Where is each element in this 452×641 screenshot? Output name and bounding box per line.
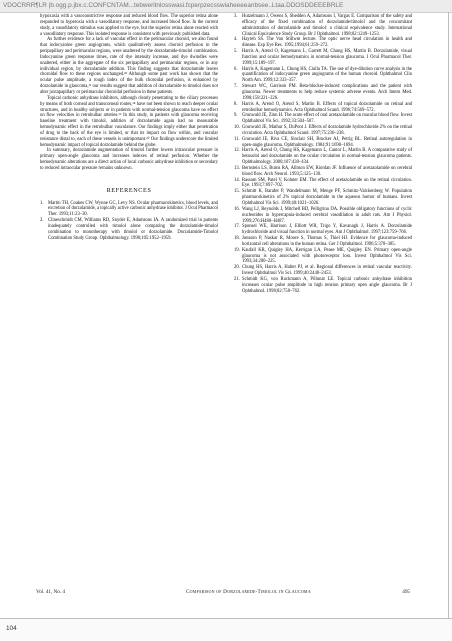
reference-item — [234, 178, 412, 190]
page-footer — [36, 589, 410, 597]
reference-text: Clineschmidt CM, Williams RD, Snyder E, Adamsons IA. A randomized trial in patients inadequately controlled with timolol alone comparing the dorzolamide-timolol combination to monotherapy with timolol or dorzolamide. Dorzolamide-Timolol Combination Study Group. Ophthalmology. 1998;105:1952–1959. — [48, 218, 218, 241]
document-page — [4, 12, 449, 618]
reference-number: 1. — [40, 200, 44, 206]
viewer-header-text: VDOCRRR¶LR |b.ogg.p.jbx.c.CONFCNTAM...tebweritnlosswasi.fcperpzecsswiaheeeeanbsee..Ltaa.DDOSDDEEEBRLE — [3, 2, 344, 9]
reference-text: Harris A, Arend O, Arend S, Martin B. Effects of topical dorzolamide on retinal and retrobulbar hemodynamics. Acta Ophthalmol Scand. 1996;74:569–572. — [242, 101, 412, 113]
reference-text: Hutzelmann J, Owens S, Shedden A, Adamsons I, Vargas E. Comparison of the safety and efficacy of the fixed combination of dorzolamide/timolol and the concomitant administration of dorzolamide and timolol: a clinical equivalence study. International Clinical Equivalence Study Group. Br J Ophthalmol. 1998;82:1249–1253. — [242, 14, 412, 37]
reference-number: 18. — [234, 236, 240, 242]
reference-text: Schmidt KG, von Ruckmann A, Pillunat LE. Topical carbonic anhydrase inhibition increases ocular pulse amplitude in high tension primary open angle glaucoma. Br J Ophthalmol. 1998;82:758–762. — [242, 276, 412, 294]
reference-item — [234, 102, 412, 114]
reference-item — [234, 224, 412, 236]
reference-text: Schmitt K, Barafer P, Wandelmann M, Menge PF, Schmitz-Valckenberg W. Population pharmacokinetics of 2% topical dorzolamide in the aqueous humor of humans. Invest Ophthalmol Vis Sci. 1999;40:1021–1026. — [242, 189, 412, 206]
reference-number: 11. — [234, 136, 240, 142]
body-paragraph: As further evidence for a lack of vascular effect in the perimacular choroid, we also found that indocyanine green angiograms, which qualitatively assess choroid perfusion in the peripapillary and perimacular regions, were unaltered by the dorzolamide-timolol combination. Indocyanine green response times, rate of dye intensity increase, and dye dwindles were unaltered, either in the aggregate of the six peripapillary and perimacular regions, or in any individual region, by dorzolamide addition. This finding suggests that dorzolamide leaves choroidal flow to these regions unchanged.³³ Although some past work has shown that the ocular pulse amplitude, a rough index of the bulk choroidal perfusion, is enhanced by dorzolamide in glaucoma,¹¹ our results suggest that addition of dorzolamide to timolol does not alter juxtapapillary or perimacular choroidal perfusion in these patients. — [40, 37, 218, 95]
reference-text: Stewart WC, Garrison PM. Beta-blocker-induced complications and the patient with glaucoma. Newer treatments to help reduce systemic adverse events. Arch Intern Med. 1998;158:221–226. — [242, 84, 412, 101]
body-paragraph: Topical carbonic anhydrase inhibitors, although clearly penetrating to the ciliary processes by means of both corneal and transcorneal routes,¹⁸ have not been shown to reach deeper ocular structures, and in healthy subjects or in patients with normal-tension glaucoma have no effect on flow velocities in retrobulbar arteries.¹⁹ In this study, in patients with glaucoma receiving baseline treatment with timolol, addition of dorzolamide again had no measurable hemodynamic effect in the retrobulbar vasculature. Our findings imply either that penetration of drug to the back of the eye is limited, or that its impact on flow within, and vascular resistance distal to, each of these vessels is unimportant.²⁰ Our findings underscore the limited hemodynamic impact of topical dorzolamide behind the globe. — [40, 95, 218, 148]
reference-text: Harris A, Kagemann L, Chung HS, Ciulla TA. The use of dye-dilution curve analysis in the quantification of indocyanine green angiograms of the human choroid. Ophthalmol Clin North Am. 1999;12:333–357. — [242, 66, 412, 84]
reference-number: 4. — [234, 37, 238, 43]
body-paragraph: hypoxaxia with a vasoconstrictive response and reduced blood flow. The superior retina alone responded to hyperoxia with a vasodilatory response, and increased blood flow. In the current study, a vasodilatory stimulus was applied to the eye, but the superior retina alone reacted with a vasodilatory response. This isolated response is consistent with previously published data. — [40, 14, 218, 37]
reference-item — [234, 265, 412, 277]
footer-volume: Vol. 41, No. 4 — [36, 589, 66, 595]
reference-text: Grunwald JE, Mathur S, DuPont J. Effects of dorzolamide hydrochloride 2% on the retinal circulation. Acta Ophthalmol Scand. 1997;75:236–238. — [242, 125, 412, 136]
reference-item — [234, 137, 412, 149]
reference-text: Harris A, Arend O, Chung HS, Kagemann L, Cantor L, Martin B. A comparative study of betaxolol and dorzolamide on the ocular circulation in normal-tension glaucoma patients. Ophthalmology. 2000;107:430–434. — [242, 148, 412, 166]
reference-text: Wang LJ, Reynolds J, Mitchell BD, Pelligrino DA. Possible obligatory functions of cyclic nucleotides in hypercapnia-induced cerebral vasodilation in adult rats. Am J Physiol. 1999;276:H480–H487. — [242, 206, 412, 224]
reference-number: 8. — [234, 101, 238, 107]
reference-number: 14. — [234, 177, 240, 183]
reference-item — [234, 14, 412, 37]
reference-number: 12. — [234, 148, 240, 154]
reference-text: Kaufall KR, Quigley HA, Kerrigan LA, Pease ME, Quigley EN. Primary open-angle glaucoma is not associated with photoreceptor loss. Invest Ophthalmol Vis Sci. 1993;34:200–225. — [242, 247, 412, 265]
reference-number: 10. — [234, 125, 240, 131]
reference-text: Sponsel WE, Harrison J, Elliott WR, Trigo Y, Kavanagh J, Harris A. Dorzolamide hydrochloride and visual function in normal eyes. Am J Ophthalmol. 1997;123:759–766. — [242, 224, 412, 236]
reference-number: 6. — [234, 66, 238, 72]
reference-item — [234, 84, 412, 102]
reference-item — [234, 49, 412, 67]
reference-item — [234, 277, 412, 295]
reference-item — [234, 189, 412, 207]
right-column — [234, 14, 412, 295]
viewer-bottom-area — [0, 618, 452, 641]
footer-running-title: Comparison of Dorzolamide-Timolol in Glaucoma — [186, 589, 311, 595]
reference-number: 17. — [234, 224, 240, 230]
reference-number: 9. — [234, 113, 238, 119]
reference-item — [234, 148, 412, 166]
reference-text: Hayreh SS. The Von Stillwm lecture. The optic nerve head circulation in health and disease. Exp Eye Res. 1995;1994;61:259–272. — [242, 37, 412, 49]
reference-number: 7. — [234, 84, 238, 90]
reference-text: Jonsson P, Naskar R, Moore S, Thomas S, Thiel HJ. Evidence for glaucoma-induced horizontal cell alterations in the human retina. Ger J Ophthalmol. 1996;5:378–385. — [242, 236, 412, 247]
reference-number: 20. — [234, 265, 240, 271]
reference-number: 15. — [234, 189, 240, 195]
reference-item — [40, 201, 218, 219]
reference-text: Martin TH, Coakes CW, Wynne GC, Levy NS. Ocular pharmacokinetics, blood levels, and excretion of dorzolamide, a topically active carbonic anhydrase inhibitor. J Ocul Pharmacol Ther. 1993;11:23–30. — [48, 200, 218, 218]
reference-number: 16. — [234, 206, 240, 212]
reference-text: Bernstein LS, Burns RA, Allmon EW, Riordan JF. Influence of acetazolamide on cerebral blood flow. Arch Neurol. 1993;5:125–130. — [242, 165, 412, 177]
footer-page-number: 495 — [402, 589, 410, 595]
reference-number: 19. — [234, 247, 240, 253]
reference-text: Grunwald JE, Zinn H. The acute effect of oral acetazolamide on macular blood flow. Invest Ophthalmol Vis Sci. 1992;33:504–507. — [242, 113, 412, 125]
left-column — [40, 14, 218, 242]
reference-number: 21. — [234, 276, 240, 282]
reference-item — [234, 67, 412, 85]
reference-item — [40, 218, 218, 241]
reference-text: Harris A, Arend O, Kagemann L, Garrett M, Chung HS, Martin B. Dorzolamide, visual function and ocular hemodynamics in normal-tension glaucoma. J Ocul Pharmacol Ther. 1999;15:189–197. — [242, 49, 412, 66]
reference-item — [234, 207, 412, 225]
reference-item — [234, 248, 412, 266]
reference-text: Grunwald JE, Riva CE, Sinclair SH, Brucker AJ, Petrig BL. Retinal autoregulation in open-angle glaucoma. Ophthalmology. 1984;91:1690–1694. — [242, 136, 412, 148]
reference-item — [234, 125, 412, 137]
reference-text: Chung HS, Harris A, Halter PJ, et al. Regional differences in retinal vascular reactivity. Invest Ophthalmol Vis Sci. 1999;40:2448–2453. — [242, 265, 412, 277]
reference-number: 5. — [234, 49, 238, 55]
body-paragraph: In summary, dorzolamide augmentation of timolol further lowers intraocular pressure in primary open-angle glaucoma and increases indexes of retinal perfusion. Whether the hemodynamic alterations are a direct action of local carbonic anhydrase inhibition or secondary to reduced intraocular pressure remains unknown. — [40, 148, 218, 171]
reference-text: Rassam SM, Patel V, Kohner EM. The effect of acetazolamide on the retinal circulation. Eye. 1993;7:697–702. — [242, 177, 412, 189]
reference-item — [234, 236, 412, 248]
reference-item — [234, 166, 412, 178]
scan-page-number: 104 — [6, 625, 17, 632]
reference-number: 3. — [234, 14, 238, 19]
reference-item — [234, 37, 412, 49]
reference-number: 13. — [234, 165, 240, 171]
reference-number: 2. — [40, 218, 44, 224]
reference-item — [234, 113, 412, 125]
references-heading: REFERENCES — [106, 186, 152, 194]
